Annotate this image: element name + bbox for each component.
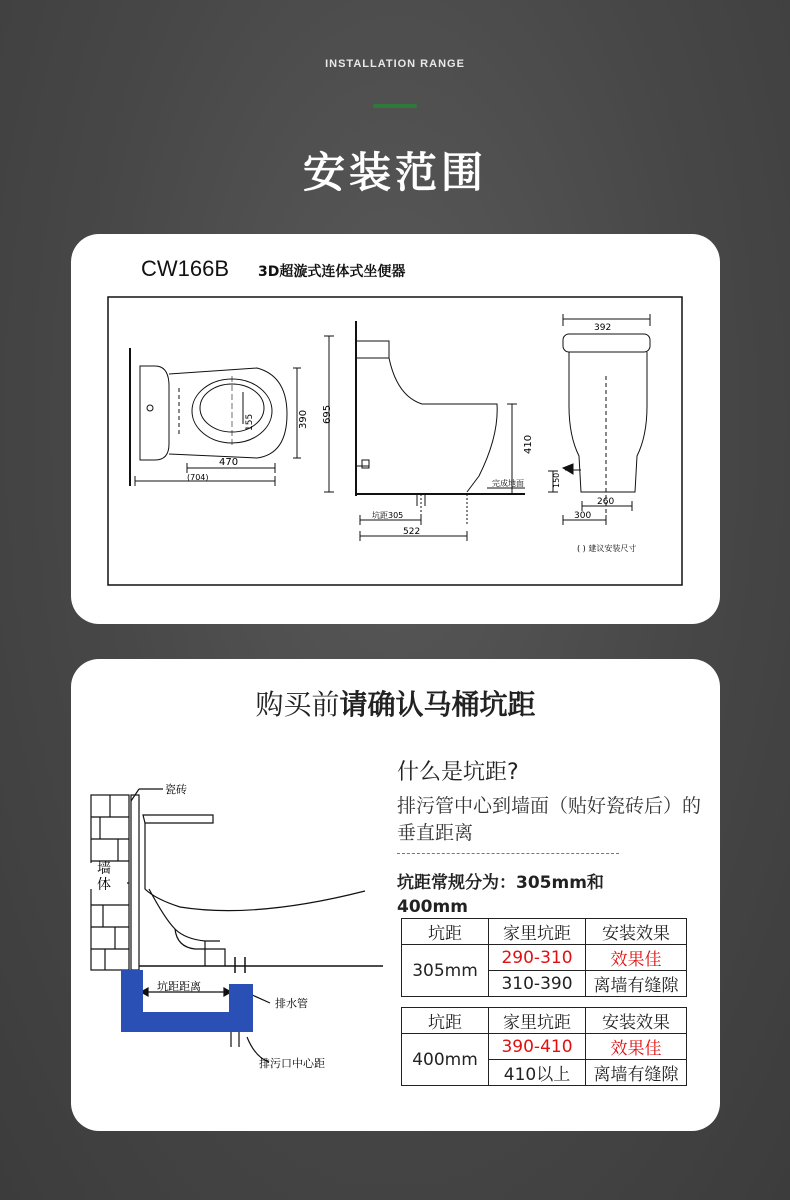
dashed-divider <box>397 853 619 854</box>
size-note: ( ) 建议安装尺寸 <box>577 544 637 553</box>
regular-sizes-title: 坑距常规分为：305mm和400mm <box>397 873 604 917</box>
table-header-effect: 安装效果 <box>586 1008 687 1034</box>
table-header-effect: 安装效果 <box>586 919 687 945</box>
side-view <box>324 321 525 541</box>
top-view <box>130 348 301 486</box>
dim-410: 410 <box>523 434 534 454</box>
front-view <box>548 314 650 525</box>
drain-pipe-label: 排水管 <box>275 997 308 1010</box>
table-cell-range: 290-310 <box>489 945 586 971</box>
table-cell-effect: 离墙有缝隙 <box>586 971 687 997</box>
dim-695: 695 <box>322 404 333 424</box>
product-description: 3D超漩式连体式坐便器 <box>258 264 406 280</box>
pit-label: 坑距305 <box>372 511 404 520</box>
dim-150: 150 <box>552 472 561 488</box>
dim-704: (704) <box>187 473 209 482</box>
dim-392: 392 <box>594 323 612 333</box>
dim-155: 155 <box>245 413 255 431</box>
wall-label-2: 体 <box>97 877 111 893</box>
question-answer: 排污管中心到墙面（贴好瓷砖后）的垂直距离 <box>397 795 702 844</box>
table-cell-range: 310-390 <box>489 971 586 997</box>
table-cell-range: 410以上 <box>489 1060 586 1086</box>
spec-table-400 <box>401 1007 687 1086</box>
section-eyebrow: INSTALLATION RANGE <box>325 58 465 70</box>
title-normal: 购买前 <box>255 688 340 721</box>
table-cell-effect: 效果佳 <box>586 1034 687 1060</box>
table-header-pit: 坑距 <box>402 1008 489 1034</box>
title-bold: 请确认马桶坑距 <box>339 688 536 721</box>
floor-label: 完成地面 <box>492 479 524 488</box>
pit-value: 305mm <box>402 945 489 997</box>
pit-distance-card <box>71 659 720 1131</box>
table-cell-range: 390-410 <box>489 1034 586 1060</box>
dim-300: 300 <box>574 511 592 521</box>
dim-390: 390 <box>298 409 309 429</box>
dim-522: 522 <box>403 527 421 537</box>
page-title: 安装范围 <box>302 148 487 197</box>
pit-card-title <box>71 683 720 723</box>
product-model: CW166B <box>141 256 230 281</box>
accent-divider <box>373 104 417 108</box>
table-header-home: 家里坑距 <box>489 919 586 945</box>
dim-470: 470 <box>219 457 239 468</box>
tile-label: 瓷砖 <box>165 783 187 796</box>
installation-drawing-card <box>71 234 720 624</box>
question-title: 什么是坑距? <box>397 760 519 785</box>
dim-260: 260 <box>597 497 615 507</box>
table-header-home: 家里坑距 <box>489 1008 586 1034</box>
wall-label-1: 墙 <box>97 861 111 877</box>
table-cell-effect: 效果佳 <box>586 945 687 971</box>
pit-distance-figure <box>85 779 385 1079</box>
spec-table-305 <box>401 918 687 997</box>
dimension-drawing <box>107 296 683 586</box>
table-header-pit: 坑距 <box>402 919 489 945</box>
outlet-center-label: 排污口中心距 <box>259 1057 325 1070</box>
pit-distance-label: 坑距距离 <box>157 980 201 993</box>
pit-value: 400mm <box>402 1034 489 1086</box>
table-cell-effect: 离墙有缝隙 <box>586 1060 687 1086</box>
